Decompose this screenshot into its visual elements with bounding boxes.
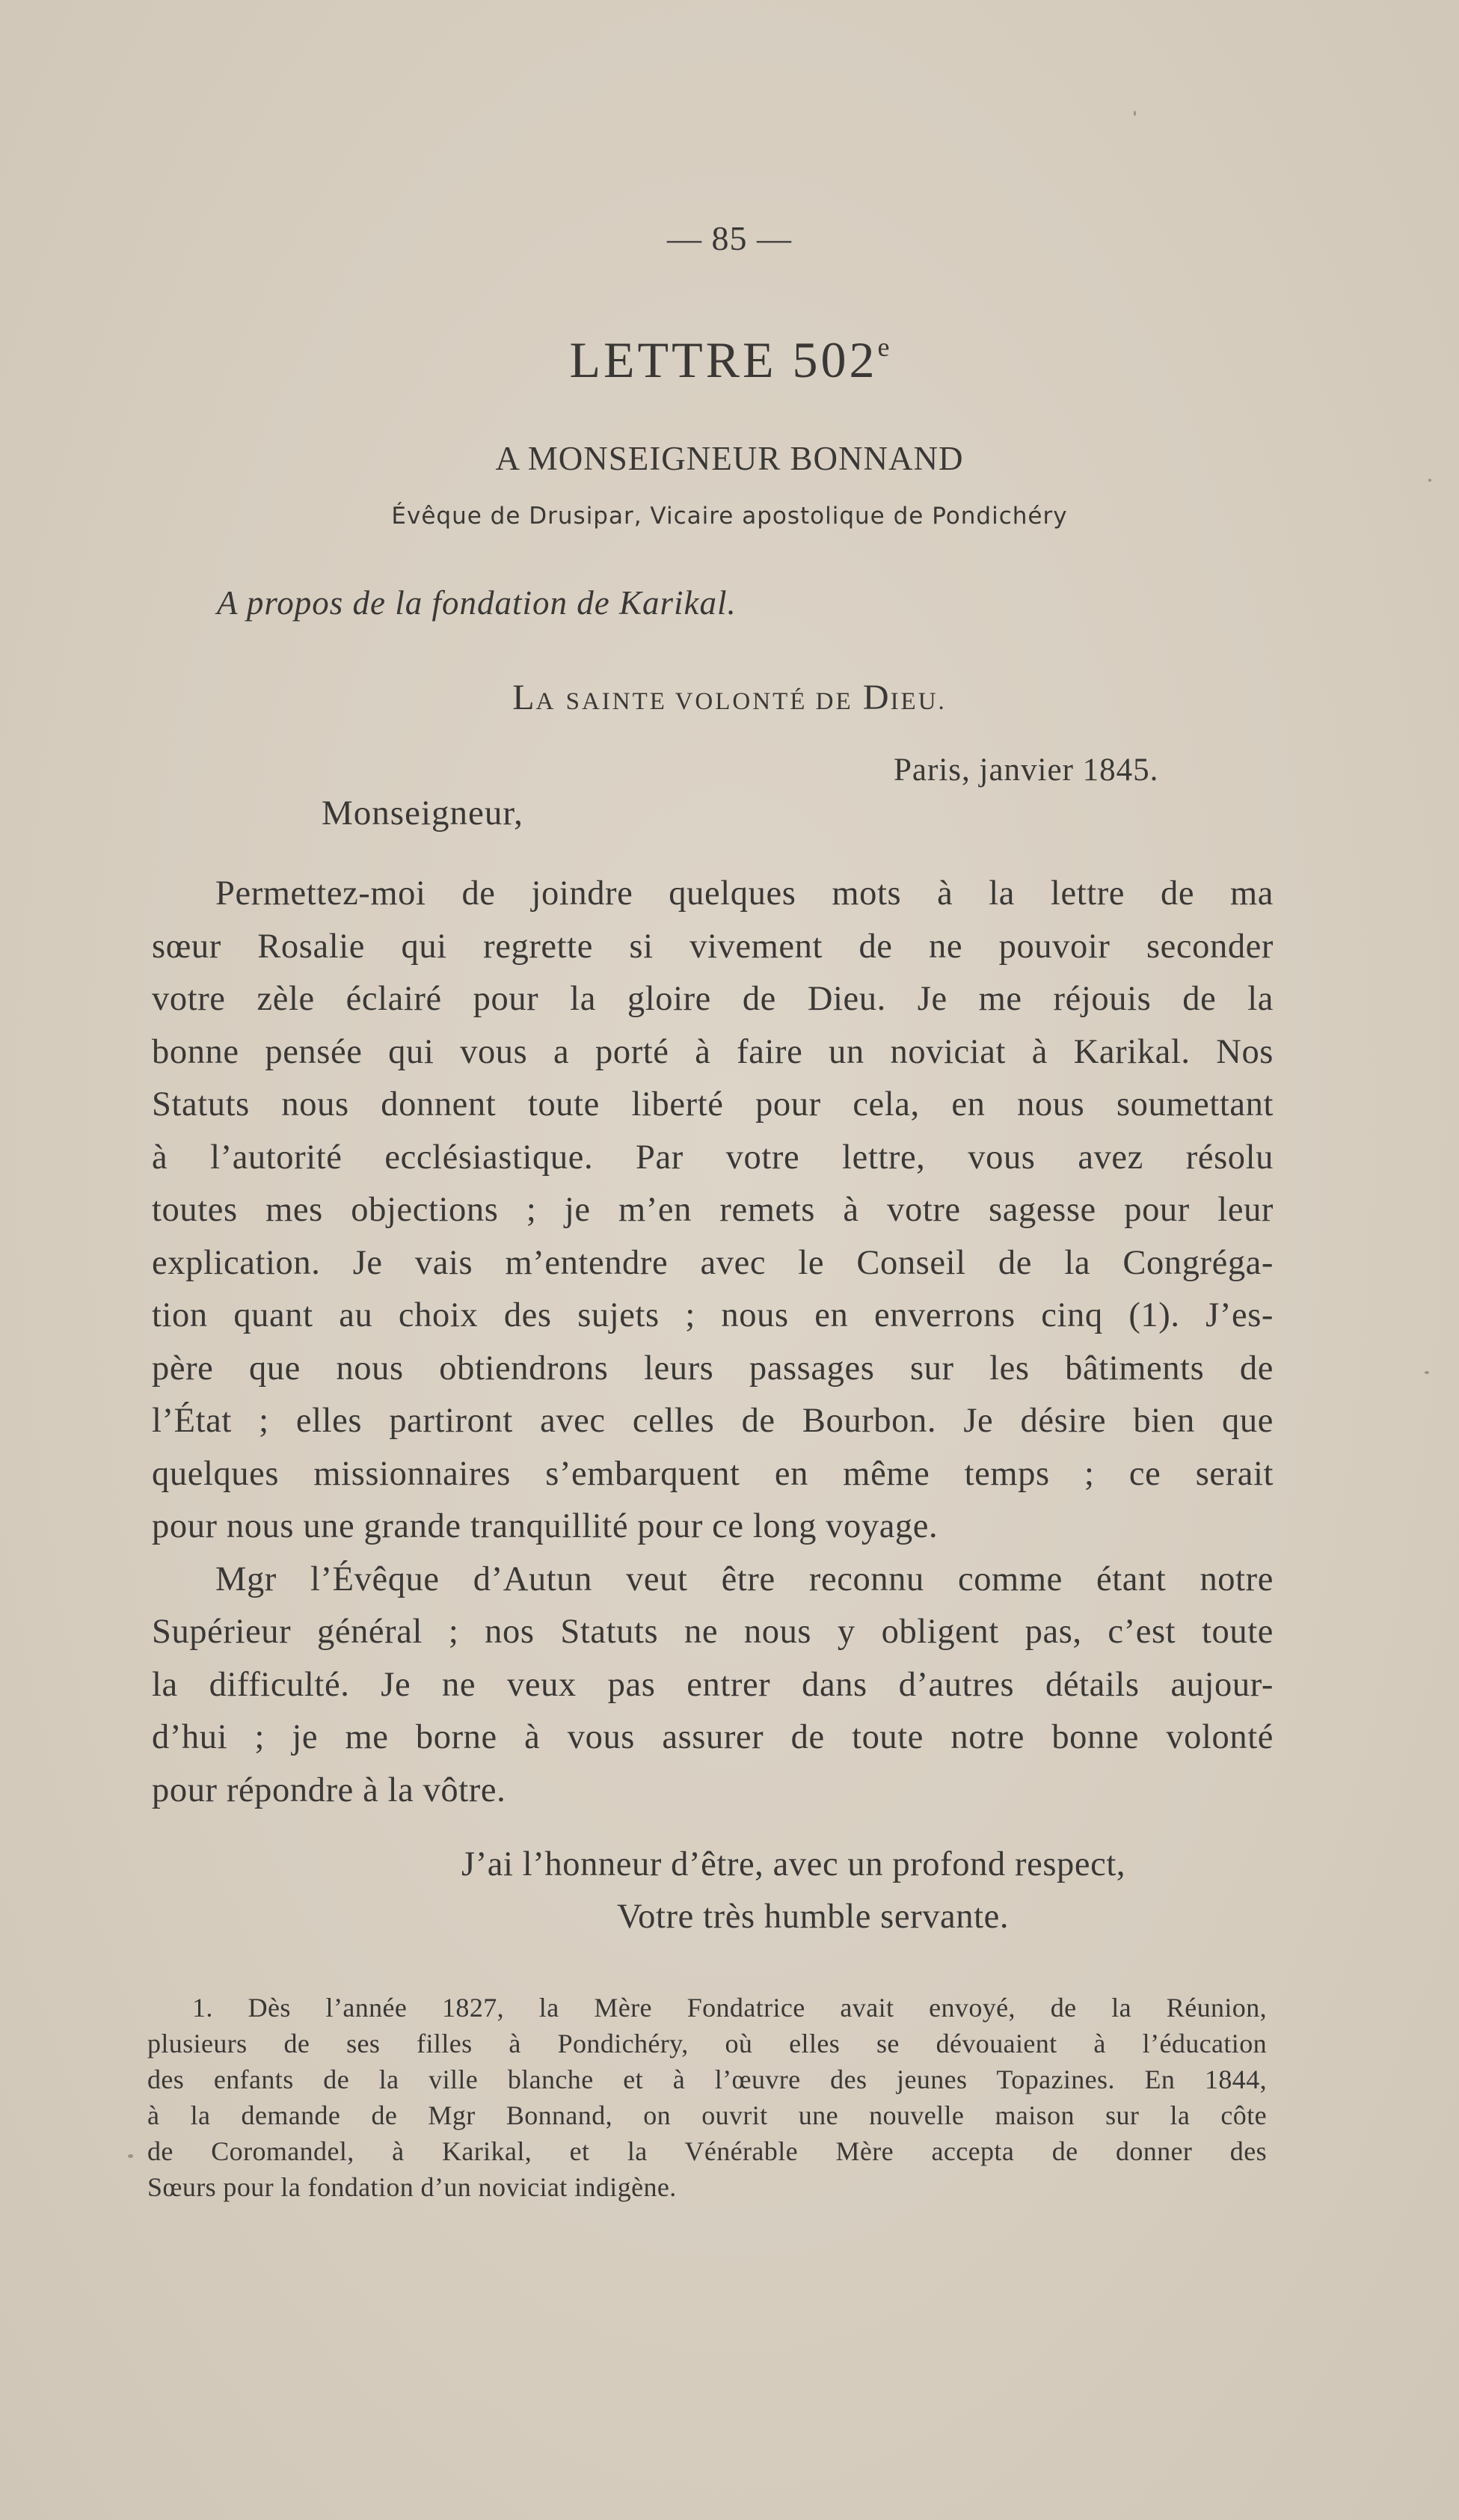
body-line: la difficulté. Je ne veux pas entrer dans d’autres détails aujour- (152, 1665, 1274, 1704)
motto-la-capital: L (512, 678, 536, 717)
body-line: pour répondre à la vôtre. (152, 1771, 506, 1809)
body-line: l’État ; elles partiront avec celles de Bourbon. Je désire bien que (152, 1402, 1274, 1440)
footnote-line: 1. Dès l’année 1827, la Mère Fondatrice avait envoyé, de la Réunion, (192, 1993, 1267, 2023)
body-line: père que nous obtiendrons leurs passages sur les bâtiments de (152, 1349, 1274, 1388)
motto-dieu-rest: IEU. (890, 688, 947, 715)
body-line: d’hui ; je me borne à vous assurer de toute notre bonne volonté (152, 1718, 1274, 1756)
footnote-line: plusieurs de ses filles à Pondichéry, où elles se dévouaient à l’éducation (147, 2029, 1267, 2058)
closing-signature: Votre très humble servante. (617, 1898, 1010, 1936)
body-line: toutes mes objections ; je m’en remets à votre sagesse pour leur (152, 1191, 1274, 1229)
motto-la-rest: A (535, 688, 556, 715)
closing-formula: J’ai l’honneur d’être, avec un profond respect, (461, 1845, 1126, 1883)
letter-subject: A propos de la fondation de Karikal. (217, 584, 737, 622)
letter-body (152, 868, 1274, 1817)
footnote-line: à la demande de Mgr Bonnand, on ouvrit une nouvelle maison sur la côte (147, 2100, 1267, 2130)
recipient: A MONSEIGNEUR BONNAND (495, 440, 964, 477)
body-line: pour nous une grande tranquillité pour ce long voyage. (152, 1507, 939, 1545)
motto-middle: SAINTE VOLONTÉ DE (565, 688, 853, 715)
salutation: Monseigneur, (322, 794, 523, 833)
body-line: tion quant au choix des sujets ; nous en enverrons cinq (1). J’es- (152, 1296, 1274, 1334)
letter-title-superscript: e (877, 332, 890, 362)
body-line: explication. Je vais m’entendre avec le Conseil de la Congréga- (152, 1243, 1274, 1282)
body-line: votre zèle éclairé pour la gloire de Dieu. Je me réjouis de la (152, 980, 1274, 1018)
page-number: — 85 — (667, 219, 792, 257)
paper-speck (1428, 479, 1431, 482)
footnote (147, 1990, 1267, 2205)
body-line: sœur Rosalie qui regrette si vivement de ne pouvoir seconder (152, 927, 1274, 966)
dateline: Paris, janvier 1845. (894, 752, 1159, 788)
body-line: quelques missionnaires s’embarquent en même temps ; ce serait (152, 1454, 1274, 1493)
body-line: Supérieur général ; nos Statuts ne nous y obligent pas, c’est toute (152, 1613, 1274, 1651)
footnote-line: Sœurs pour la fondation d’un noviciat indigène. (147, 2172, 677, 2202)
recipient-role: Évêque de Drusipar, Vicaire apostolique de Pondichéry (391, 503, 1068, 530)
letter-title-text: LETTRE 502 (569, 331, 878, 388)
letter-title (0, 331, 1459, 390)
paper-speck (1134, 111, 1136, 116)
body-line: Statuts nous donnent toute liberté pour cela, en nous soumettant (152, 1085, 1274, 1123)
body-line: à l’autorité ecclésiastique. Par votre lettre, vous avez résolu (152, 1138, 1274, 1177)
paper-speck (1425, 1371, 1429, 1374)
body-line: Mgr l’Évêque d’Autun veut être reconnu comme étant notre (215, 1560, 1274, 1598)
motto (0, 677, 1459, 718)
footnote-line: de Coromandel, à Karikal, et la Vénérable Mère accepta de donner des (147, 2136, 1267, 2166)
motto-dieu-capital: D (862, 678, 891, 717)
footnote-line: des enfants de la ville blanche et à l’œuvre des jeunes Topazines. En 1844, (147, 2064, 1267, 2094)
paper-speck (128, 2154, 133, 2158)
body-line: bonne pensée qui vous a porté à faire un noviciat à Karikal. Nos (152, 1032, 1274, 1071)
body-line: Permettez-moi de joindre quelques mots à la lettre de ma (215, 874, 1274, 913)
